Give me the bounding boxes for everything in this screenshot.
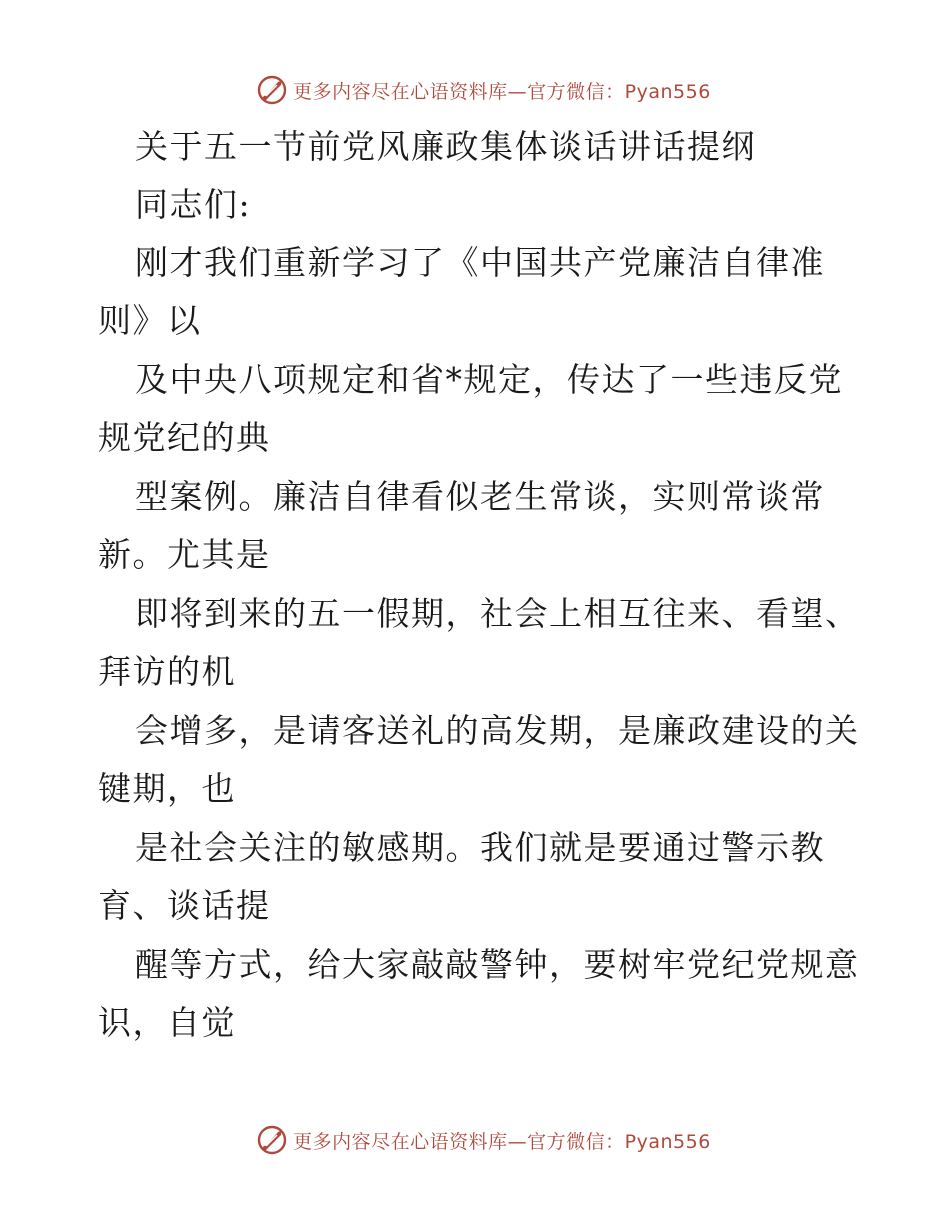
text-line: 刚才我们重新学习了《中国共产党廉洁自律准 (135, 243, 825, 282)
document-title: 关于五一节前党风廉政集体谈话讲话提纲 (135, 127, 756, 166)
header-banner (0, 70, 950, 110)
text-line: 规党纪的典 (98, 418, 271, 457)
text-line: 会增多，是请客送礼的高发期，是廉政建设的关 (135, 711, 860, 750)
text-line: 育、谈话提 (98, 886, 271, 925)
salutation: 同志们: (135, 185, 252, 224)
footer-banner (0, 1120, 950, 1160)
text-line: 及中央八项规定和省*规定，传达了一些违反党 (135, 360, 843, 399)
header-banner-text: 更多内容尽在心语资料库—官方微信：Pyan556 (293, 80, 711, 103)
text-line: 即将到来的五一假期，社会上相互往来、看望、 (135, 594, 860, 633)
text-line: 键期，也 (98, 769, 236, 808)
text-line: 拜访的机 (98, 652, 236, 691)
quill-pen-seal-icon (257, 1125, 287, 1155)
text-line: 是社会关注的敏感期。我们就是要通过警示教 (135, 828, 825, 867)
quill-pen-seal-icon (257, 75, 287, 105)
footer-banner-text: 更多内容尽在心语资料库—官方微信：Pyan556 (293, 1130, 711, 1153)
text-line: 识，自觉 (98, 1003, 236, 1042)
text-line: 型案例。廉洁自律看似老生常谈，实则常谈常 (135, 477, 825, 516)
text-line: 醒等方式，给大家敲敲警钟，要树牢党纪党规意 (135, 945, 860, 984)
text-line: 则》以 (98, 301, 202, 340)
text-line: 新。尤其是 (98, 535, 271, 574)
